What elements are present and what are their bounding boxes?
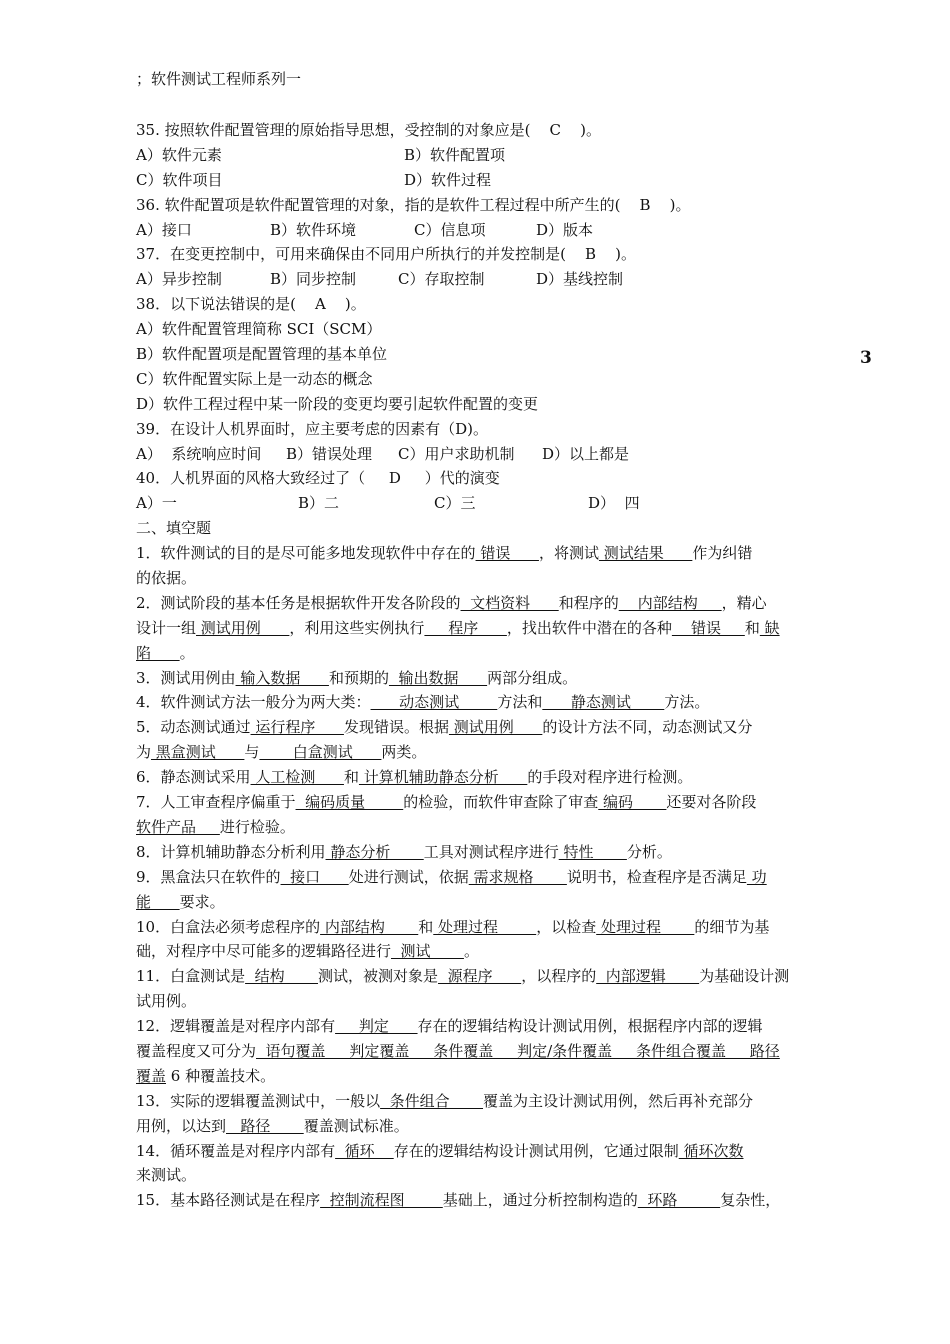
- answer: 测试用例: [196, 618, 290, 637]
- option-a: A） 系统响应时间: [136, 444, 262, 463]
- question-37: 37．在变更控制中，可用来确保由不同用户所执行的并发控制是( B )。: [136, 245, 636, 264]
- fill-5: 5．动态测试通过 运行程序 发现错误。根据 测试用例 的设计方法不同，动态测试又分: [136, 718, 753, 737]
- option-d: D）以上都是: [542, 444, 630, 463]
- option-c: C）软件项目: [136, 170, 223, 189]
- fill-11-cont: 试用例。: [136, 992, 197, 1011]
- answer: 内部逻辑: [596, 967, 700, 986]
- option-d: D） 四: [588, 494, 640, 513]
- option-d: D）版本: [536, 220, 594, 239]
- question-38-option-b: B）软件配置项是配置管理的基本单位: [136, 345, 388, 364]
- answer: 文档资料: [460, 593, 559, 612]
- answer: 人工检测: [250, 768, 344, 787]
- answer: 需求规格: [468, 867, 567, 886]
- fill-1-cont: 的依据。: [136, 569, 197, 588]
- fill-5-cont: 为 黑盒测试 与 白盒测试 两类。: [136, 743, 427, 762]
- fill-8: 8．计算机辅助静态分析利用 静态分析 工具对测试程序进行 特性 分析。: [136, 842, 672, 861]
- fill-10-cont: 础，对程序中尽可能多的逻辑路径进行 测试 。: [136, 942, 479, 961]
- answer: 软件产品: [136, 817, 220, 836]
- option-d: D）基线控制: [536, 270, 624, 289]
- option-b: B）软件配置项: [404, 145, 506, 164]
- question-39: 39．在设计人机界面时，应主要考虑的因素有（D)。: [136, 419, 488, 438]
- question-38-option-a: A）软件配置管理简称 SCI（SCM）: [136, 320, 382, 339]
- answer: 内部结构: [618, 593, 722, 612]
- answer: 计算机辅助静态分析: [358, 768, 528, 787]
- answer: 语句覆盖 判定覆盖 条件覆盖 判定/条件覆盖 条件组合覆盖 路径: [256, 1041, 780, 1060]
- fill-1: 1．软件测试的目的是尽可能多地发现软件中存在的 错误 ，将测试 测试结果 作为纠错: [136, 544, 753, 563]
- fill-9-cont: 能 要求。: [136, 892, 225, 911]
- answer: 条件组合: [380, 1091, 484, 1110]
- question-38-option-d: D）软件工程过程中某一阶段的变更均要引起软件配置的变更: [136, 394, 539, 413]
- fill-7-cont: 软件产品 进行检验。: [136, 817, 295, 836]
- answer: 白盒测试: [259, 743, 382, 762]
- answer: 循环次数: [678, 1141, 744, 1160]
- answer: 测试用例: [448, 718, 543, 737]
- question-35: 35. 按照软件配置管理的原始指导思想，受控制的对象应是( C )。: [136, 121, 601, 139]
- option-b: B）二: [298, 494, 340, 513]
- answer: 控制流程图: [320, 1191, 443, 1210]
- answer: 功: [746, 867, 767, 886]
- fill-2-cont2: 陷 。: [136, 643, 195, 662]
- option-c: C）存取控制: [398, 270, 485, 289]
- answer: 结构: [245, 967, 319, 986]
- question-40: 40．人机界面的风格大致经过了（ D ）代的演变: [136, 469, 500, 488]
- answer: 内部结构: [320, 917, 419, 936]
- answer: 错误: [475, 544, 539, 563]
- fill-7: 7．人工审查程序偏重于 编码质量 的检验，而软件审查除了审查 编码 还要对各阶段: [136, 793, 757, 812]
- question-35-options-row2: [136, 168, 818, 193]
- option-c: C）三: [434, 494, 476, 513]
- answer: 处理过程: [433, 917, 537, 936]
- answer: 运行程序: [250, 718, 344, 737]
- page-number: 3: [860, 348, 872, 368]
- fill-12-cont: 覆盖程度又可分为 语句覆盖 判定覆盖 条件覆盖 判定/条件覆盖 条件组合覆盖 路径: [136, 1041, 780, 1060]
- answer: 输入数据: [235, 668, 329, 687]
- answer: 陷: [136, 643, 180, 662]
- answer: 循环: [335, 1141, 394, 1160]
- option-a: A）一: [136, 494, 177, 513]
- option-a: A）软件元素: [136, 145, 222, 164]
- answer: 测试: [391, 942, 464, 961]
- answer: 动态测试: [370, 693, 498, 712]
- fill-13-cont: 用例，以达到 路径 覆盖测试标准。: [136, 1116, 409, 1135]
- answer: 判定: [335, 1017, 418, 1036]
- section-title: 二、填空题: [136, 519, 212, 538]
- answer: 处理过程: [596, 917, 695, 936]
- fill-15: 15．基本路径测试是在程序 控制流程图 基础上，通过分析控制构造的 环路 复杂性，: [136, 1191, 781, 1210]
- fill-2-cont: 设计一组 测试用例 ，利用这些实例执行 程序 ，找出软件中潜在的各种 错误 和 缺: [136, 618, 780, 637]
- option-a: A）异步控制: [136, 270, 222, 289]
- fill-12-cont2: 覆盖 6 种覆盖技术。: [136, 1066, 276, 1085]
- fill-6: 6．静态测试采用 人工检测 和 计算机辅助静态分析 的手段对程序进行检测。: [136, 768, 693, 787]
- question-38-option-c: C）软件配置实际上是一动态的概念: [136, 369, 373, 388]
- question-38: 38．以下说法错误的是( A )。: [136, 295, 366, 314]
- answer: 编码: [598, 793, 667, 812]
- fill-11: 11．白盒测试是 结构 测试，被测对象是 源程序 ，以程序的 内部逻辑 为基础设计测: [136, 967, 790, 986]
- answer: 程序: [424, 618, 507, 637]
- answer: 源程序: [438, 967, 522, 986]
- answer: 能: [136, 892, 180, 911]
- question-35-options-row1: [136, 143, 818, 168]
- answer: 缺: [759, 618, 780, 637]
- option-c: C）用户求助机制: [398, 444, 515, 463]
- fill-14: 14．循环覆盖是对程序内部有 循环 存在的逻辑结构设计测试用例，它通过限制 循环次数: [136, 1141, 744, 1160]
- fill-10: 10．白盒法必须考虑程序的 内部结构 和 处理过程 ，以检查 处理过程 的细节为基: [136, 917, 770, 936]
- option-b: B）同步控制: [270, 270, 357, 289]
- question-36: 36. 软件配置项是软件配置管理的对象，指的是软件工程过程中所产生的( B )。: [136, 195, 691, 214]
- answer: 编码质量: [295, 793, 404, 812]
- answer: 环路: [637, 1191, 721, 1210]
- option-a: A）接口: [136, 220, 192, 239]
- question-37-options: [136, 267, 818, 292]
- fill-4: 4．软件测试方法一般分为两大类： 动态测试 方法和 静态测试 方法。: [136, 693, 710, 712]
- answer: 路径: [226, 1116, 304, 1135]
- question-39-options: [136, 442, 818, 467]
- document-body: [136, 118, 818, 1213]
- fill-14-cont: 来测试。: [136, 1166, 197, 1185]
- option-d: D）软件过程: [404, 170, 492, 189]
- answer: 接口: [280, 867, 349, 886]
- answer: 黑盒测试: [151, 743, 245, 762]
- fill-13: 13．实际的逻辑覆盖测试中，一般以 条件组合 覆盖为主设计测试用例，然后再补充部分: [136, 1091, 754, 1110]
- option-c: C）信息项: [414, 220, 486, 239]
- option-b: B）错误处理: [286, 444, 373, 463]
- fill-3: 3．测试用例由 输入数据 和预期的 输出数据 两部分组成。: [136, 668, 578, 687]
- fill-12: 12．逻辑覆盖是对程序内部有 判定 存在的逻辑结构设计测试用例，根据程序内部的逻辑: [136, 1017, 763, 1036]
- option-b: B）软件环境: [270, 220, 357, 239]
- answer: 覆盖: [136, 1066, 167, 1085]
- answer: 静态分析: [325, 842, 424, 861]
- answer: 特性: [558, 842, 627, 861]
- answer: 输出数据: [388, 668, 488, 687]
- question-36-options: [136, 218, 818, 243]
- answer: 测试结果: [598, 544, 693, 563]
- fill-2: 2．测试阶段的基本任务是根据软件开发各阶段的 文档资料 和程序的 内部结构 ，精心: [136, 593, 767, 612]
- fill-9: 9．黑盒法只在软件的 接口 处进行测试，依据 需求规格 说明书，检查程序是否满足 功: [136, 867, 767, 886]
- answer: 错误: [671, 618, 745, 637]
- question-40-options: [136, 491, 818, 516]
- answer: 静态测试: [542, 693, 665, 712]
- page-header: ；软件测试工程师系列一: [136, 70, 302, 88]
